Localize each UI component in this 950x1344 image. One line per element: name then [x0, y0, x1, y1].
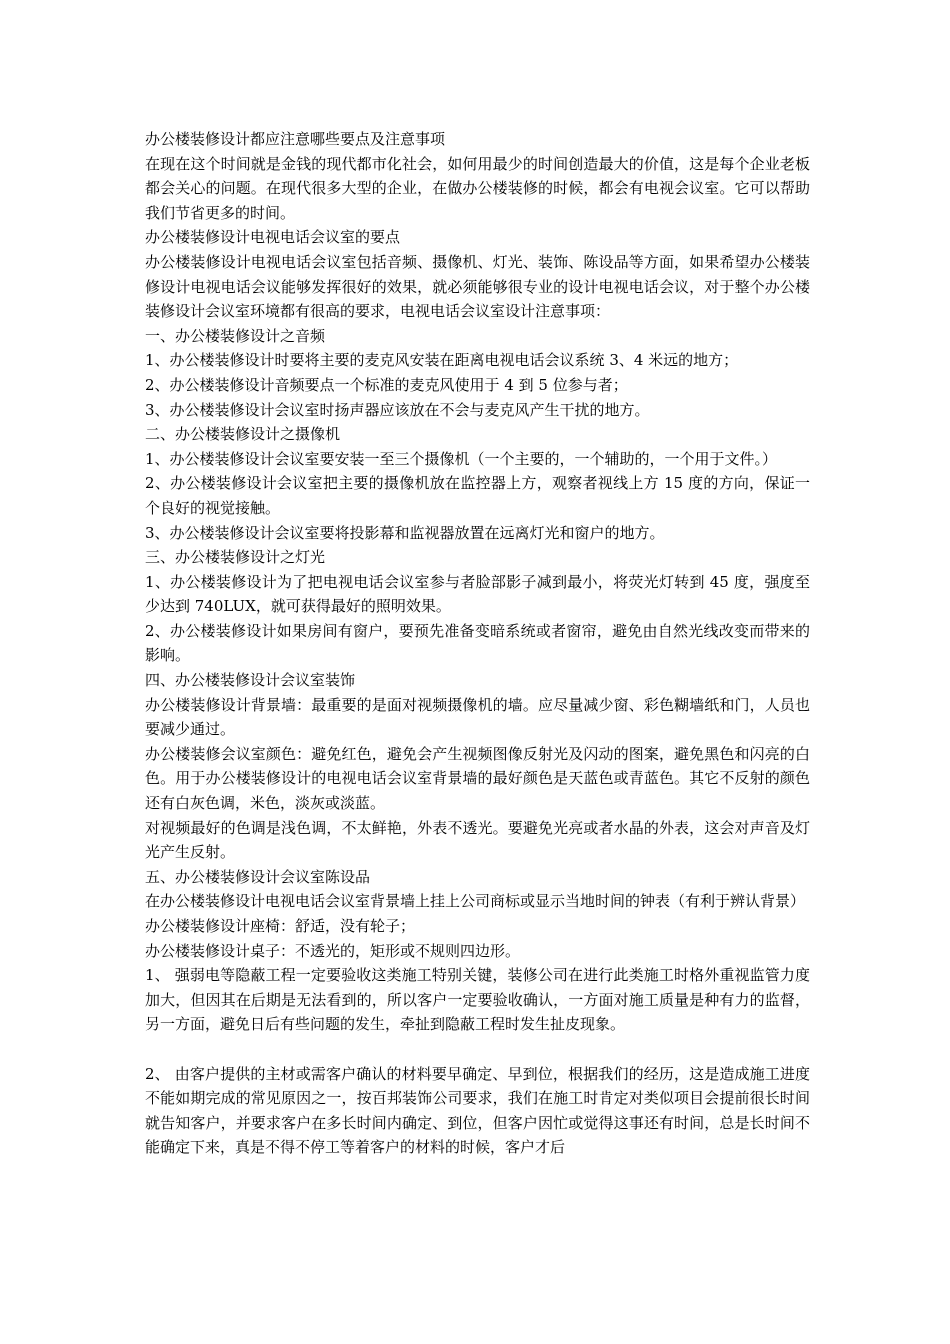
paragraph: 办公楼装修会议室颜色：避免红色，避免会产生视频图像反射光及闪动的图案，避免黑色和闪亮的白色。用于办公楼装修设计的电视电话会议室背景墙的最好颜色是天蓝色或青蓝色。其它不反射的颜色还有白灰色调，米色，淡灰或淡蓝。	[145, 744, 810, 813]
list-item: 1、办公楼装修设计会议室要安装一至三个摄像机（一个主要的，一个辅助的，一个用于文件。）	[145, 449, 778, 468]
section-heading: 三、办公楼装修设计之灯光	[145, 548, 326, 567]
list-item: 2、办公楼装修设计如果房间有窗户，要预先准备变暗系统或者窗帘，避免由自然光线改变而带来的影响。	[145, 621, 810, 665]
paragraph: 在办公楼装修设计电视电话会议室背景墙上挂上公司商标或显示当地时间的钟表（有利于辨认背景）	[145, 892, 806, 911]
list-item: 1、 强弱电等隐蔽工程一定要验收这类施工特别关键，装修公司在进行此类施工时格外重视监管力度加大，但因其在后期是无法看到的，所以客户一定要验收确认，一方面对施工质量是种有力的监督，另一方面，避免日后有些问题的发生，牵扯到隐蔽工程时发生扯皮现象。	[145, 966, 810, 1034]
blank-line	[145, 1037, 810, 1062]
list-item: 1、办公楼装修设计为了把电视电话会议室参与者脸部影子减到最小，将荧光灯转到 45 度，强度至少达到 740LUX，就可获得最好的照明效果。	[145, 572, 810, 616]
document-body	[145, 127, 810, 1160]
list-item: 3、办公楼装修设计会议室要将投影幕和监视器放置在远离灯光和窗户的地方。	[145, 523, 665, 542]
list-item: 2、 由客户提供的主材或需客户确认的材料要早确定、早到位，根据我们的经历，这是造成施工进度不能如期完成的常见原因之一，按百邦装饰公司要求，我们在施工时肯定对类似项目会提前很长时间就告知客户，并要求客户在多长时间内确定、到位，但客户因忙或觉得这事还有时间，总是长时间不能确定下来，真是不得不停工等着客户的材料的时候，客户才后	[145, 1064, 810, 1157]
section-heading: 二、办公楼装修设计之摄像机	[145, 425, 341, 444]
paragraph: 对视频最好的色调是浅色调，不太鲜艳，外表不透光。要避免光亮或者水晶的外表，这会对声音及灯光产生反射。	[145, 818, 810, 862]
paragraph: 办公楼装修设计电视电话会议室包括音频、摄像机、灯光、装饰、陈设品等方面，如果希望办公楼装修设计电视电话会议能够发挥很好的效果，就必须能够很专业的设计电视电话会议，对于整个办公楼装修设计会议室环境都有很高的要求，电视电话会议室设计注意事项：	[145, 252, 810, 321]
paragraph: 办公楼装修设计桌子：不透光的，矩形或不规则四边形。	[145, 941, 521, 960]
list-item: 3、办公楼装修设计会议室时扬声器应该放在不会与麦克风产生干扰的地方。	[145, 400, 650, 419]
list-item: 2、办公楼装修设计会议室把主要的摄像机放在监控器上方，观察者视线上方 15 度的方向，保证一个良好的视觉接触。	[145, 474, 810, 517]
paragraph: 办公楼装修设计背景墙：最重要的是面对视频摄像机的墙。应尽量减少窗、彩色糊墙纸和门，人员也要减少通过。	[145, 695, 810, 739]
section-heading: 办公楼装修设计电视电话会议室的要点	[145, 228, 401, 247]
list-item: 2、办公楼装修设计音频要点一个标准的麦克风使用于 4 到 5 位参与者；	[145, 375, 628, 394]
section-heading: 四、办公楼装修设计会议室装饰	[145, 671, 356, 690]
list-item: 1、办公楼装修设计时要将主要的麦克风安装在距离电视电话会议系统 3、4 米远的地方；	[145, 351, 739, 370]
document-title: 办公楼装修设计都应注意哪些要点及注意事项	[145, 130, 446, 148]
paragraph: 在现在这个时间就是金钱的现代都市化社会，如何用最少的时间创造最大的价值，这是每个企业老板都会关心的问题。在现代很多大型的企业，在做办公楼装修的时候，都会有电视会议室。它可以帮助我们节省更多的时间。	[145, 154, 810, 222]
section-heading: 五、办公楼装修设计会议室陈设品	[145, 867, 371, 886]
section-heading: 一、办公楼装修设计之音频	[145, 326, 326, 345]
paragraph: 办公楼装修设计座椅：舒适，没有轮子；	[145, 917, 416, 935]
